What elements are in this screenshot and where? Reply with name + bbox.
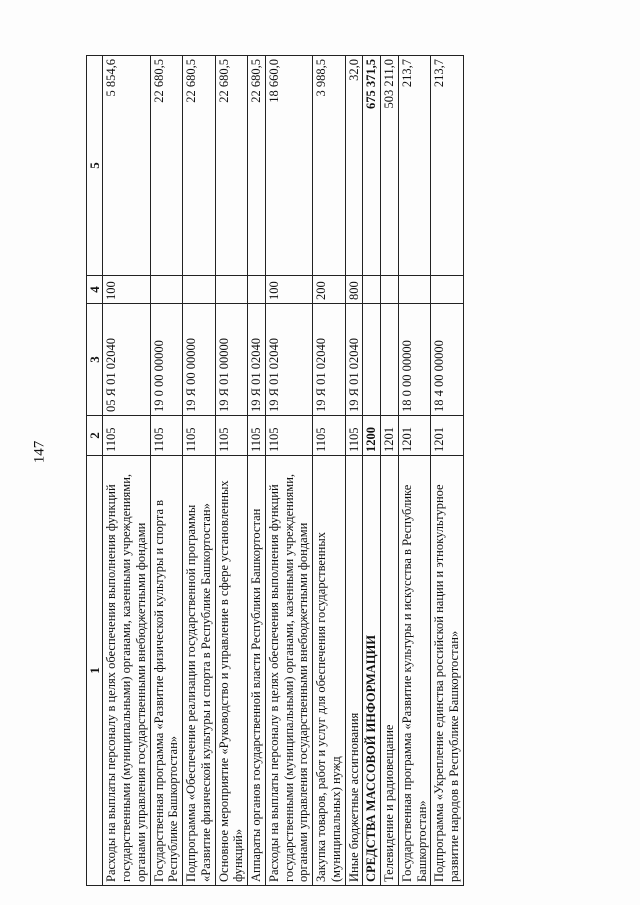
expense-type-cell: 100 bbox=[103, 276, 150, 304]
expense-type-cell: 800 bbox=[345, 276, 363, 304]
target-code-cell: 19 Я 00 00000 bbox=[183, 304, 216, 416]
row-name-cell: Иные бюджетные ассигнования bbox=[345, 456, 363, 886]
header-col-1: 1 bbox=[87, 456, 103, 886]
row-name-cell: Аппараты органов государственной власти Республики Башкортостан bbox=[248, 456, 266, 886]
expense-type-cell bbox=[398, 276, 431, 304]
section-code-cell: 1201 bbox=[398, 416, 431, 456]
row-name-cell: Подпрограмма «Обеспечение реализации государственной программы «Развитие физической культуры и спорта в Республике Башкортостан» bbox=[183, 456, 216, 886]
target-code-cell: 19 Я 01 02040 bbox=[313, 304, 346, 416]
header-col-5: 5 bbox=[87, 56, 103, 276]
target-code-cell: 19 Я 01 02040 bbox=[345, 304, 363, 416]
section-code-cell: 1105 bbox=[103, 416, 150, 456]
target-code-cell: 19 Я 01 00000 bbox=[215, 304, 248, 416]
section-code-cell: 1105 bbox=[215, 416, 248, 456]
section-code-cell: 1105 bbox=[248, 416, 266, 456]
amount-cell: 213,7 bbox=[398, 56, 431, 276]
table-row bbox=[363, 56, 381, 886]
section-code-cell: 1105 bbox=[183, 416, 216, 456]
section-code-cell: 1200 bbox=[363, 416, 381, 456]
section-code-cell: 1105 bbox=[345, 416, 363, 456]
section-code-cell: 1201 bbox=[431, 416, 464, 456]
row-name-cell: Телевидение и радиовещание bbox=[381, 456, 399, 886]
amount-cell: 5 854,6 bbox=[103, 56, 150, 276]
amount-cell: 18 660,0 bbox=[265, 56, 312, 276]
expense-type-cell: 100 bbox=[265, 276, 312, 304]
section-code-cell: 1105 bbox=[265, 416, 312, 456]
table-row bbox=[431, 56, 464, 886]
expense-type-cell: 200 bbox=[313, 276, 346, 304]
header-row bbox=[87, 56, 103, 886]
target-code-cell: 19 Я 01 02040 bbox=[265, 304, 312, 416]
amount-cell: 22 680,5 bbox=[150, 56, 183, 276]
amount-cell: 3 988,5 bbox=[313, 56, 346, 276]
row-name-cell: Расходы на выплаты персоналу в целях обеспечения выполнения функций государственными (муниципальными) органами, казенными учреждениями, органами управления государственными внебюджетными фондами bbox=[103, 456, 150, 886]
expense-type-cell bbox=[150, 276, 183, 304]
row-name-cell: Подпрограмма «Укрепление единства российской нации и этнокультурное развитие народов в Республике Башкортостан» bbox=[431, 456, 464, 886]
table-body bbox=[103, 56, 464, 886]
rotated-table-container bbox=[86, 56, 474, 886]
table-row bbox=[381, 56, 399, 886]
row-name-cell: Закупка товаров, работ и услуг для обеспечения государственных (муниципальных) нужд bbox=[313, 456, 346, 886]
amount-cell: 675 371,5 bbox=[363, 56, 381, 276]
expense-type-cell bbox=[183, 276, 216, 304]
target-code-cell bbox=[363, 304, 381, 416]
expense-type-cell bbox=[381, 276, 399, 304]
expense-type-cell bbox=[215, 276, 248, 304]
table-row bbox=[248, 56, 266, 886]
amount-cell: 22 680,5 bbox=[183, 56, 216, 276]
target-code-cell: 18 4 00 00000 bbox=[431, 304, 464, 416]
header-col-3: 3 bbox=[87, 304, 103, 416]
table-row bbox=[183, 56, 216, 886]
section-code-cell: 1105 bbox=[313, 416, 346, 456]
table-row bbox=[265, 56, 312, 886]
expense-type-cell bbox=[248, 276, 266, 304]
header-col-2: 2 bbox=[87, 416, 103, 456]
table-row bbox=[150, 56, 183, 886]
budget-table bbox=[86, 55, 464, 886]
table-row bbox=[215, 56, 248, 886]
row-name-cell: Государственная программа «Развитие физической культуры и спорта в Республике Башкортостан» bbox=[150, 456, 183, 886]
amount-cell: 32,0 bbox=[345, 56, 363, 276]
amount-cell: 213,7 bbox=[431, 56, 464, 276]
table-row bbox=[103, 56, 150, 886]
header-col-4: 4 bbox=[87, 276, 103, 304]
target-code-cell bbox=[381, 304, 399, 416]
table-row bbox=[345, 56, 363, 886]
amount-cell: 503 211,0 bbox=[381, 56, 399, 276]
target-code-cell: 19 Я 01 02040 bbox=[248, 304, 266, 416]
target-code-cell: 05 Я 01 02040 bbox=[103, 304, 150, 416]
amount-cell: 22 680,5 bbox=[215, 56, 248, 276]
expense-type-cell bbox=[363, 276, 381, 304]
row-name-cell: СРЕДСТВА МАССОВОЙ ИНФОРМАЦИИ bbox=[363, 456, 381, 886]
row-name-cell: Расходы на выплаты персоналу в целях обеспечения выполнения функций государственными (муниципальными) органами, казенными учреждениями, органами управления государственными внебюджетными фондами bbox=[265, 456, 312, 886]
amount-cell: 22 680,5 bbox=[248, 56, 266, 276]
page-number: 147 bbox=[31, 440, 48, 464]
table-row bbox=[313, 56, 346, 886]
row-name-cell: Государственная программа «Развитие культуры и искусства в Республике Башкортостан» bbox=[398, 456, 431, 886]
target-code-cell: 18 0 00 00000 bbox=[398, 304, 431, 416]
section-code-cell: 1105 bbox=[150, 416, 183, 456]
expense-type-cell bbox=[431, 276, 464, 304]
target-code-cell: 19 0 00 00000 bbox=[150, 304, 183, 416]
table-row bbox=[398, 56, 431, 886]
row-name-cell: Основное мероприятие «Руководство и управление в сфере установленных функций» bbox=[215, 456, 248, 886]
section-code-cell: 1201 bbox=[381, 416, 399, 456]
